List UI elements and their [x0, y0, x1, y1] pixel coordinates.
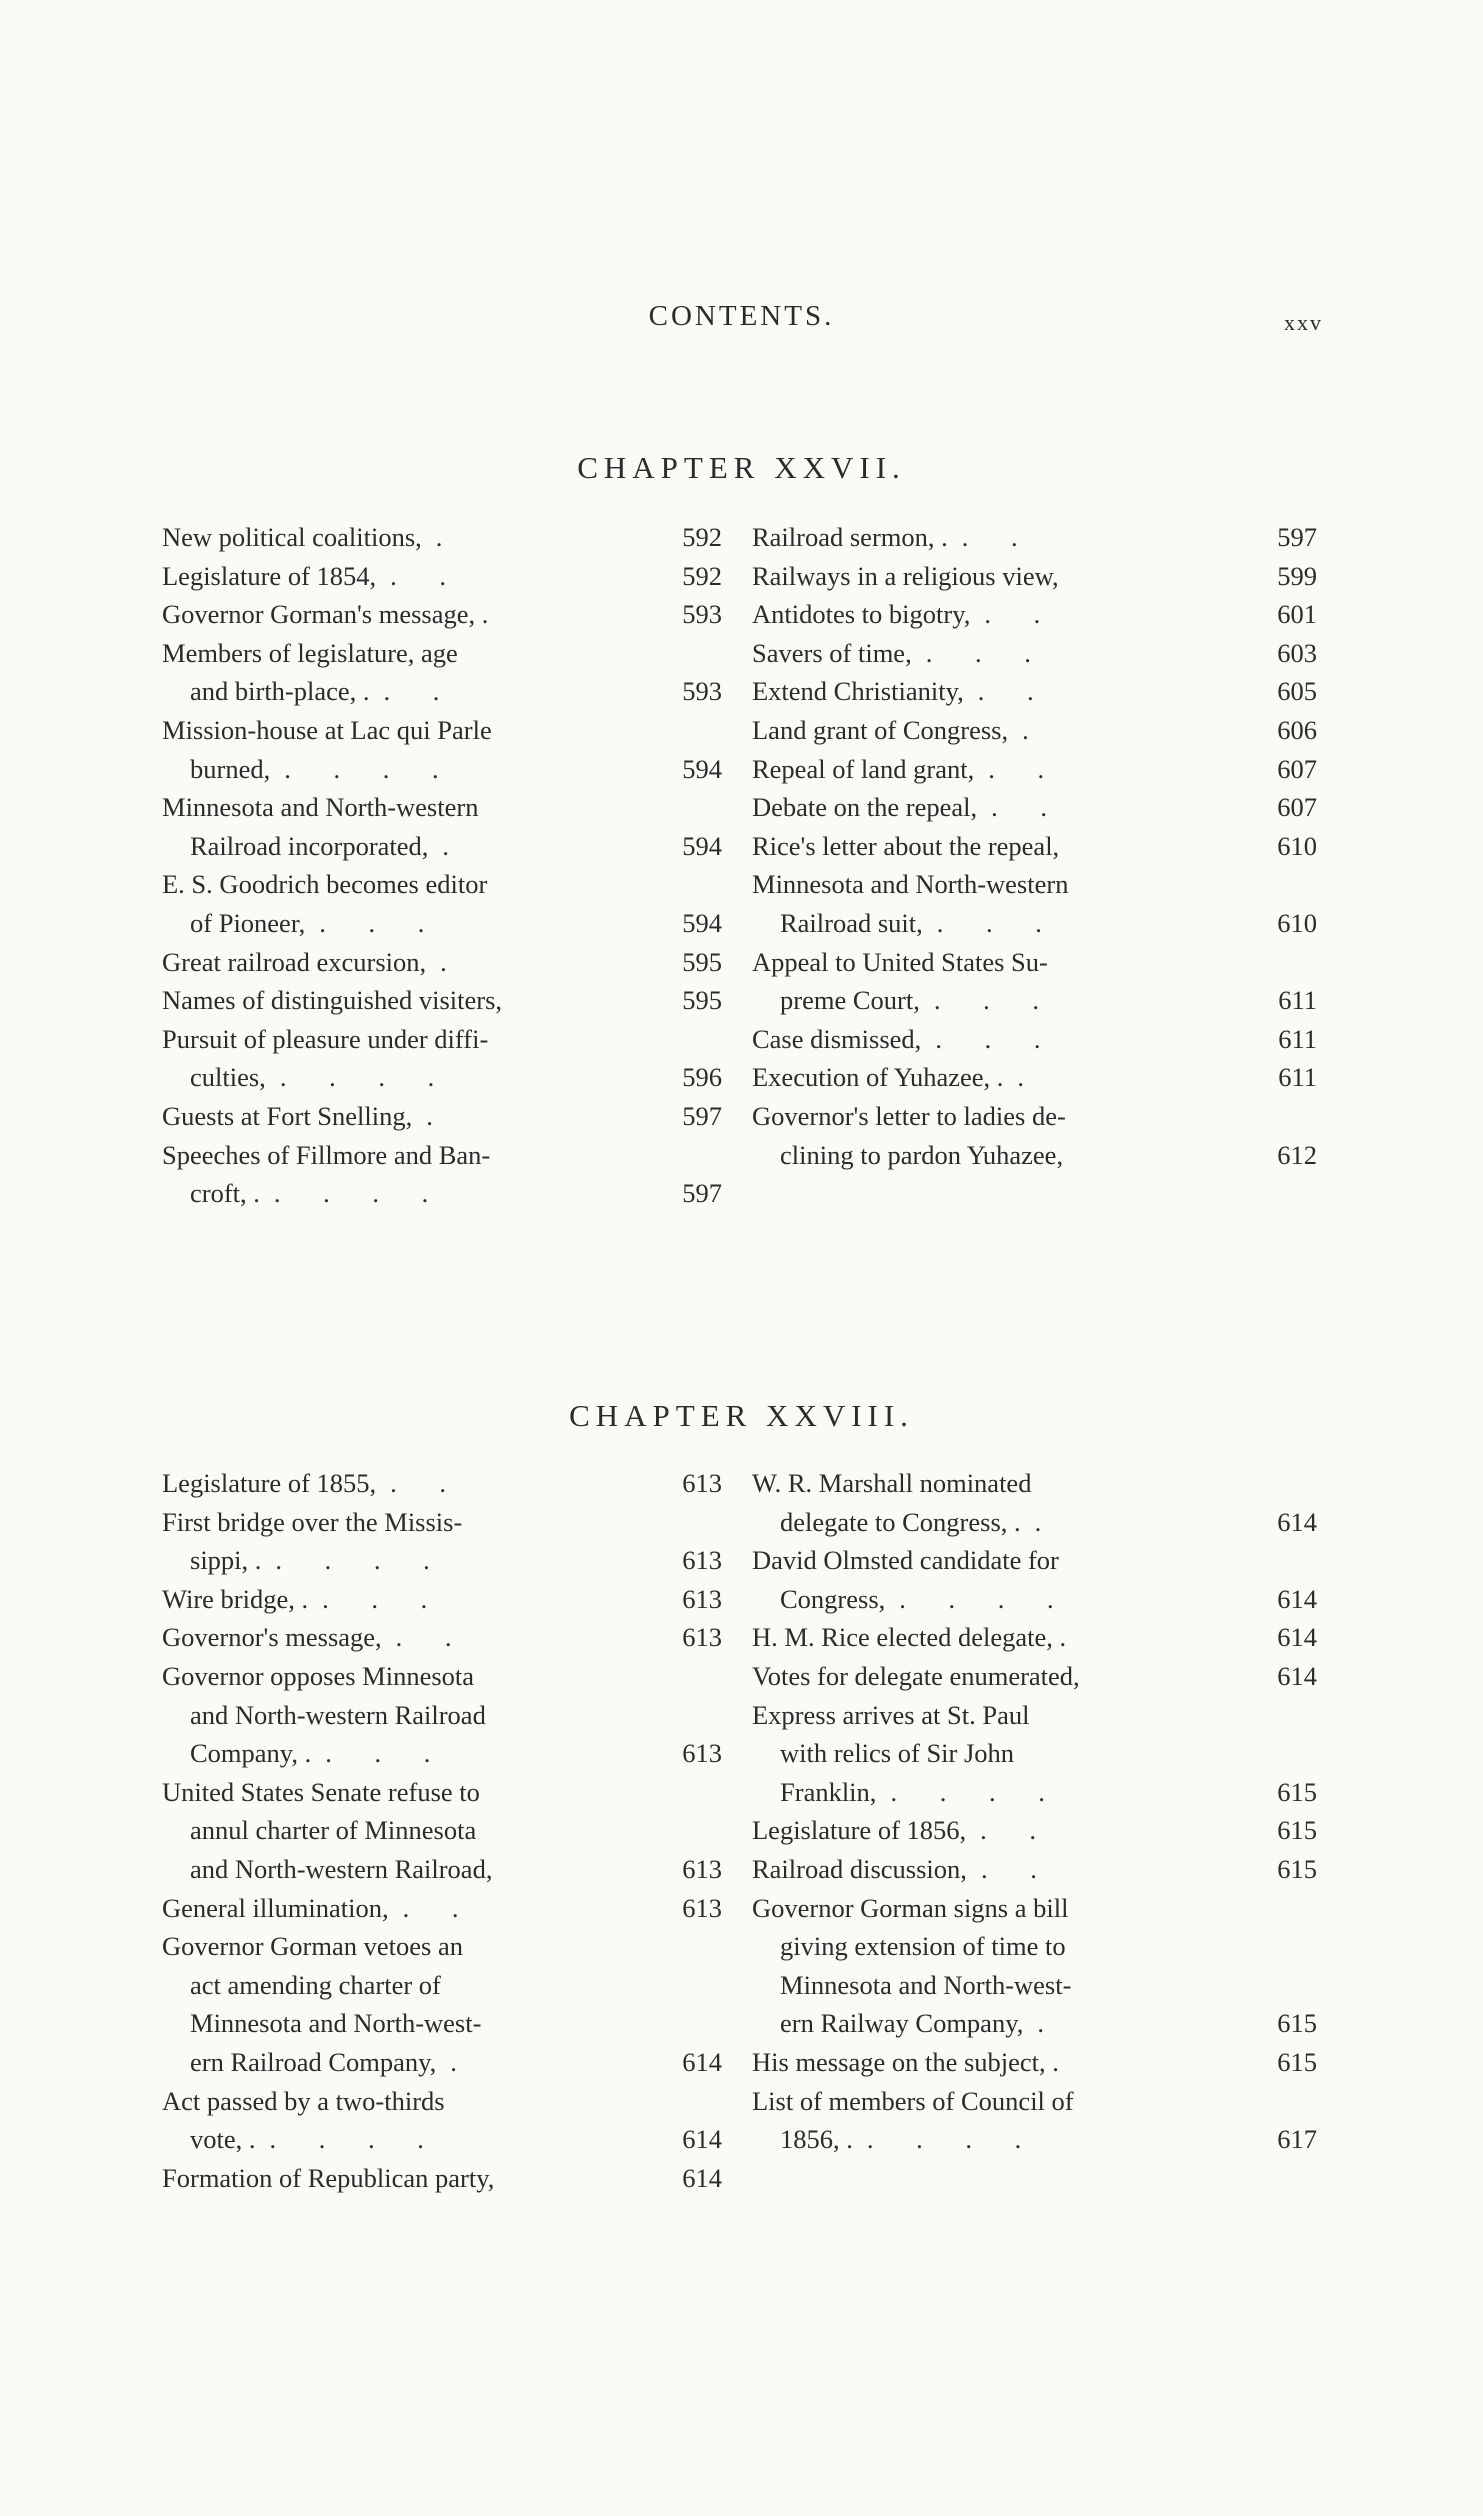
toc-entry-text: Company, . [190, 1738, 312, 1769]
toc-page-number: 595 [682, 946, 722, 977]
toc-entry [752, 1541, 1317, 1618]
toc-entry-text: Express arrives at St. Paul [752, 1699, 1030, 1730]
toc-leader-dots: . . [390, 560, 465, 591]
toc-leader-dots: . . [961, 522, 1036, 552]
toc-entry-text: with relics of Sir John [780, 1738, 1015, 1769]
toc-leader-dots: . [435, 522, 461, 552]
toc-entry-text: General illumination, [162, 1892, 389, 1923]
toc-page-number: 611 [1278, 1062, 1317, 1093]
toc-entry-text: Great railroad excursion, [162, 946, 427, 977]
toc-entry [752, 1097, 1317, 1174]
toc-page-number: 607 [1277, 753, 1317, 784]
toc-leader-dots: . . . . [866, 2124, 1040, 2155]
toc-entry-text: Members of legislature, age [162, 637, 458, 668]
toc-entry-text: Railroad discussion, [752, 1853, 967, 1884]
toc-entry-text: Railroad incorporated, [190, 830, 429, 861]
toc-entry-text: of Pioneer, [190, 907, 306, 938]
toc-entry-text: First bridge over the Missis- [162, 1506, 463, 1537]
toc-page-number: 613 [682, 1892, 722, 1923]
toc-entry-line [162, 1618, 722, 1657]
toc-entry [752, 1618, 1317, 1657]
toc-entry-text: H. M. Rice elected delegate, . [752, 1622, 1067, 1653]
toc-entry-text: Minnesota and North-west- [190, 2008, 482, 2039]
toc-entry-text: sippi, . [190, 1545, 262, 1576]
toc-leader-dots: . [1037, 2008, 1062, 2039]
toc-leader-dots: . . . . [284, 753, 457, 784]
toc-leader-dots: . . . . [890, 1776, 1063, 1807]
toc-entry [162, 788, 722, 865]
chapter-xxvii-left-column [162, 518, 722, 1213]
chapter-xxviii-left-column [162, 1464, 722, 2197]
toc-entry-line [752, 1811, 1317, 1850]
toc-entry-text: and birth-place, . [190, 676, 370, 707]
toc-entry-continuation [162, 672, 722, 711]
toc-entry [752, 750, 1317, 789]
toc-entry [162, 865, 722, 942]
toc-entry-continuation [162, 904, 722, 943]
toc-entry-text: Savers of time, [752, 637, 912, 668]
toc-entry-text: annul charter of Minnesota [190, 1815, 477, 1846]
toc-page-number: 605 [1277, 676, 1317, 707]
toc-entry-continuation [162, 1696, 722, 1735]
toc-entry-text: David Olmsted candidate for [752, 1545, 1059, 1576]
toc-page-number: 607 [1277, 792, 1317, 823]
toc-page-number: 594 [682, 830, 722, 861]
toc-page-number: 614 [1277, 1583, 1317, 1614]
toc-entry-continuation [752, 2120, 1317, 2159]
toc-page-number: 614 [682, 2162, 722, 2193]
toc-entry [162, 943, 722, 982]
toc-entry-line [162, 1889, 722, 1928]
toc-entry [752, 518, 1317, 557]
toc-entry-line [752, 2082, 1317, 2121]
toc-leader-dots: . . . . [279, 1062, 453, 1093]
toc-leader-dots: . . [390, 1468, 465, 1498]
toc-entry-continuation [162, 827, 722, 866]
toc-page-number: 606 [1277, 714, 1317, 745]
toc-page-number: 613 [682, 1545, 722, 1576]
toc-entry-line [752, 788, 1317, 827]
toc-entry-text: Guests at Fort Snelling, [162, 1100, 413, 1131]
toc-page-number: 615 [1277, 1776, 1317, 1807]
toc-leader-dots: . . . [325, 1738, 449, 1769]
toc-entry-continuation [752, 1503, 1317, 1542]
toc-page-number: 611 [1278, 1023, 1317, 1054]
toc-entry [162, 1580, 722, 1619]
toc-entry-text: act amending charter of [190, 1969, 441, 2000]
toc-entry-text: Railroad suit, [780, 907, 923, 938]
toc-entry-text: Debate on the repeal, [752, 792, 978, 823]
toc-leader-dots: . [440, 946, 465, 977]
toc-leader-dots: . . . . [269, 2124, 442, 2155]
toc-leader-dots: . . [395, 1622, 470, 1653]
toc-entry [752, 672, 1317, 711]
toc-entry-text: Case dismissed, [752, 1023, 922, 1054]
toc-entry [752, 943, 1317, 1020]
toc-entry [752, 1464, 1317, 1541]
toc-entry-continuation [162, 2004, 722, 2043]
toc-page-number: 593 [682, 676, 722, 707]
toc-entry-line [752, 1696, 1317, 1735]
toc-entry-text: Franklin, [780, 1776, 877, 1807]
running-head [0, 300, 1483, 340]
toc-page-number: 614 [682, 2046, 722, 2077]
toc-entry [752, 1850, 1317, 1889]
toc-entry-line [752, 595, 1317, 634]
chapter-heading-xxvii: CHAPTER XXVII. [577, 450, 906, 485]
toc-entry [162, 711, 722, 788]
toc-page-number: 599 [1277, 560, 1317, 591]
toc-entry-line [162, 1773, 722, 1812]
toc-entry-line [162, 2159, 722, 2198]
toc-page-number: 615 [1277, 2046, 1317, 2077]
toc-page-number: 617 [1277, 2124, 1317, 2155]
toc-page-number: 601 [1277, 599, 1317, 630]
toc-page-number: 614 [1277, 1506, 1317, 1537]
toc-page-number: 592 [682, 560, 722, 591]
toc-page-number: 614 [682, 2124, 722, 2155]
toc-entry-continuation [752, 1927, 1317, 1966]
toc-entry-line [752, 827, 1317, 866]
toc-entry-line [162, 865, 722, 904]
toc-page-number: 613 [682, 1738, 722, 1769]
toc-leader-dots: . . [984, 599, 1059, 630]
toc-entry-line [752, 518, 1317, 557]
toc-entry-text: List of members of Council of [752, 2085, 1074, 2116]
toc-entry-text: Mission-house at Lac qui Parle [162, 714, 492, 745]
toc-entry-line [162, 1136, 722, 1175]
toc-entry [162, 518, 722, 557]
toc-leader-dots: . . . . [899, 1583, 1072, 1614]
toc-leader-dots: . . [402, 1892, 477, 1923]
toc-entry-line [162, 943, 722, 982]
toc-entry-line [752, 1850, 1317, 1889]
toc-entry-text: United States Senate refuse to [162, 1776, 480, 1807]
toc-leader-dots: . . [991, 792, 1066, 823]
toc-entry-continuation [162, 1058, 722, 1097]
toc-page-number: 615 [1277, 1853, 1317, 1884]
toc-entry-text: Legislature of 1856, [752, 1815, 967, 1846]
toc-entry-text: burned, [190, 753, 271, 784]
toc-entry [162, 1618, 722, 1657]
toc-entry-continuation [162, 1850, 722, 1889]
toc-entry-text: giving extension of time to [780, 1931, 1066, 1962]
toc-entry-text: Antidotes to bigotry, [752, 599, 971, 630]
toc-entry-line [162, 1097, 722, 1136]
toc-leader-dots: . . . . [273, 1178, 447, 1209]
toc-leader-dots: . . . . [275, 1545, 448, 1576]
toc-entry-text: Votes for delegate enumerated, [752, 1660, 1080, 1691]
toc-entry-continuation [752, 1773, 1317, 1812]
toc-entry-line [752, 1618, 1317, 1657]
toc-page-number: 596 [682, 1062, 722, 1093]
toc-entry-text: Repeal of land grant, [752, 753, 975, 784]
chapter-heading-xxviii: CHAPTER XXVIII. [569, 1398, 914, 1433]
toc-leader-dots: . [1034, 1506, 1060, 1537]
toc-entry-text: Governor Gorman vetoes an [162, 1931, 463, 1962]
toc-entry-continuation [162, 1174, 722, 1213]
toc-entry [752, 634, 1317, 673]
toc-entry-line [162, 2082, 722, 2121]
toc-entry-text: Wire bridge, . [162, 1583, 309, 1614]
toc-entry-text: culties, [190, 1062, 266, 1093]
toc-page-number: 613 [682, 1468, 722, 1498]
toc-entry-text: Railroad sermon, . [752, 522, 948, 552]
toc-entry-text: ern Railway Company, [780, 2008, 1024, 2039]
toc-entry [752, 1058, 1317, 1097]
toc-entry-line [752, 943, 1317, 982]
toc-entry [752, 827, 1317, 866]
toc-leader-dots: . . [383, 676, 458, 707]
toc-entry-line [162, 1503, 722, 1542]
toc-entry-line [162, 981, 722, 1020]
toc-entry-line [752, 750, 1317, 789]
toc-entry-line [162, 557, 722, 596]
toc-page-number: 597 [1277, 522, 1317, 552]
toc-entry-text: clining to pardon Yuhazee, [780, 1139, 1064, 1170]
toc-entry-text: Governor Gorman signs a bill [752, 1892, 1069, 1923]
toc-entry-continuation [162, 2043, 722, 2082]
toc-leader-dots: . . [977, 676, 1052, 707]
toc-leader-dots: . [450, 2046, 475, 2077]
toc-entry-line [752, 1541, 1317, 1580]
toc-entry-line [752, 1097, 1317, 1136]
toc-page-number: 613 [682, 1583, 722, 1614]
toc-entry [162, 1657, 722, 1773]
toc-entry-continuation [162, 1811, 722, 1850]
toc-entry-line [162, 788, 722, 827]
toc-leader-dots: . . . [319, 907, 443, 938]
toc-entry-line [162, 1927, 722, 1966]
toc-page-number: 593 [682, 599, 722, 630]
toc-entry-line [162, 1657, 722, 1696]
toc-entry [162, 2082, 722, 2159]
toc-entry-text: Extend Christianity, [752, 676, 964, 707]
toc-entry-text: E. S. Goodrich becomes editor [162, 869, 488, 900]
toc-entry-line [752, 1889, 1317, 1928]
toc-entry-text: 1856, . [780, 2124, 853, 2155]
toc-entry-text: His message on the subject, . [752, 2046, 1059, 2077]
toc-entry [162, 557, 722, 596]
toc-entry-text: New political coalitions, [162, 522, 422, 552]
toc-leader-dots: . . . [933, 985, 1057, 1016]
toc-entry [162, 1889, 722, 1928]
toc-page-number: 613 [682, 1853, 722, 1884]
toc-page-number: 611 [1278, 985, 1317, 1016]
toc-entry-continuation [752, 1966, 1317, 2005]
toc-entry-line [162, 1020, 722, 1059]
page-number: xxv [1284, 310, 1323, 335]
toc-entry [752, 1811, 1317, 1850]
toc-entry [752, 711, 1317, 750]
toc-entry [162, 2159, 722, 2198]
toc-entry-text: Governor Gorman's message, . [162, 599, 489, 630]
toc-leader-dots: . . . [936, 907, 1060, 938]
toc-entry-line [752, 711, 1317, 750]
toc-entry-text: Legislature of 1855, [162, 1468, 377, 1498]
toc-entry-continuation [162, 1541, 722, 1580]
toc-entry-text: delegate to Congress, . [780, 1506, 1021, 1537]
toc-entry-text: Act passed by a two-thirds [162, 2085, 445, 2116]
toc-entry [752, 788, 1317, 827]
toc-entry-continuation [752, 1580, 1317, 1619]
toc-entry [752, 2043, 1317, 2082]
toc-entry [752, 595, 1317, 634]
toc-entry-text: Governor's message, [162, 1622, 382, 1653]
toc-entry-text: Pursuit of pleasure under diffi- [162, 1023, 489, 1054]
toc-leader-dots: . . . [935, 1023, 1059, 1054]
toc-leader-dots: . . [988, 753, 1063, 784]
toc-leader-dots: . . . [925, 637, 1049, 668]
toc-entry-line [752, 672, 1317, 711]
toc-entry [162, 1503, 722, 1580]
toc-entry [162, 1097, 722, 1136]
toc-entry-line [752, 2043, 1317, 2082]
toc-entry-text: Land grant of Congress, [752, 714, 1009, 745]
toc-page-number: 595 [682, 985, 722, 1016]
toc-entry-continuation [162, 1966, 722, 2005]
running-title: CONTENTS. [648, 300, 835, 332]
toc-entry-text: vote, . [190, 2124, 256, 2155]
toc-page-number: 610 [1277, 830, 1317, 861]
toc-entry-text: preme Court, [780, 985, 920, 1016]
toc-page-number: 612 [1277, 1139, 1317, 1170]
toc-entry [162, 981, 722, 1020]
toc-entry [162, 1136, 722, 1213]
toc-entry-text: Minnesota and North-western [162, 792, 479, 823]
toc-page-number: 597 [682, 1100, 722, 1131]
toc-entry [752, 2082, 1317, 2159]
toc-entry-text: Minnesota and North-western [752, 869, 1069, 900]
toc-entry-line [752, 557, 1317, 596]
toc-page-number: 613 [682, 1622, 722, 1653]
toc-page-number: 614 [1277, 1660, 1317, 1691]
toc-entry-continuation [162, 750, 722, 789]
toc-entry-line [752, 634, 1317, 673]
toc-leader-dots: . [442, 830, 468, 861]
toc-entry-line [162, 1580, 722, 1619]
toc-entry-continuation [752, 2004, 1317, 2043]
toc-entry [752, 1657, 1317, 1696]
toc-page-number: 615 [1277, 1815, 1317, 1846]
toc-leader-dots: . [426, 1100, 451, 1131]
toc-entry [752, 865, 1317, 942]
toc-page-number: 597 [682, 1178, 722, 1209]
toc-entry-line [752, 865, 1317, 904]
toc-entry-line [162, 634, 722, 673]
toc-entry-text: Rice's letter about the repeal, [752, 830, 1060, 861]
chapter-xxviii-right-column [752, 1464, 1317, 2159]
toc-entry-line [162, 518, 722, 557]
toc-entry [752, 557, 1317, 596]
toc-entry [162, 1927, 722, 2081]
toc-entry-continuation [162, 2120, 722, 2159]
toc-entry-text: Congress, [780, 1583, 886, 1614]
toc-entry-text: Legislature of 1854, [162, 560, 377, 591]
toc-entry-line [162, 595, 722, 634]
toc-entry-line [752, 1058, 1317, 1097]
toc-entry-text: and North-western Railroad, [190, 1853, 493, 1884]
toc-entry [162, 1020, 722, 1097]
toc-entry [162, 1773, 722, 1889]
toc-entry-text: ern Railroad Company, [190, 2046, 437, 2077]
toc-entry-text: Minnesota and North-west- [780, 1969, 1072, 2000]
toc-entry-text: Railways in a religious view, [752, 560, 1059, 591]
toc-entry-line [162, 711, 722, 750]
toc-leader-dots: . . [980, 1815, 1055, 1846]
toc-leader-dots: . [1022, 714, 1047, 745]
toc-page-number: 594 [682, 753, 722, 784]
toc-entry-continuation [162, 1734, 722, 1773]
toc-entry-text: Names of distinguished visiters, [162, 985, 503, 1016]
toc-entry-line [752, 1020, 1317, 1059]
toc-page-number: 614 [1277, 1622, 1317, 1653]
toc-entry-line [162, 1464, 722, 1503]
toc-entry-text: Execution of Yuhazee, . [752, 1062, 1004, 1093]
toc-entry-line [752, 1464, 1317, 1503]
toc-entry-continuation [752, 904, 1317, 943]
toc-entry [752, 1020, 1317, 1059]
toc-entry-continuation [752, 981, 1317, 1020]
toc-entry [162, 634, 722, 711]
toc-entry-continuation [752, 1734, 1317, 1773]
toc-entry-text: croft, . [190, 1178, 260, 1209]
toc-leader-dots: . . . [322, 1583, 446, 1614]
toc-entry [162, 595, 722, 634]
toc-entry-text: Formation of Republican party, [162, 2162, 495, 2193]
chapter-xxvii-right-column [752, 518, 1317, 1174]
toc-entry-text: Governor's letter to ladies de- [752, 1100, 1066, 1131]
toc-entry-text: Appeal to United States Su- [752, 946, 1048, 977]
toc-page-number: 615 [1277, 2008, 1317, 2039]
toc-entry-text: Governor opposes Minnesota [162, 1660, 475, 1691]
toc-entry-text: and North-western Railroad [190, 1699, 486, 1730]
toc-entry-continuation [752, 1136, 1317, 1175]
toc-entry [752, 1889, 1317, 2043]
toc-page-number: 594 [682, 907, 722, 938]
toc-entry-line [752, 1657, 1317, 1696]
toc-entry [162, 1464, 722, 1503]
toc-entry-text: W. R. Marshall nominated [752, 1468, 1032, 1498]
toc-page-number: 610 [1277, 907, 1317, 938]
toc-leader-dots: . [1017, 1062, 1043, 1093]
toc-page-number: 592 [682, 522, 722, 552]
toc-entry [752, 1696, 1317, 1812]
toc-entry-text: Speeches of Fillmore and Ban- [162, 1139, 491, 1170]
toc-page-number: 603 [1277, 637, 1317, 668]
toc-leader-dots: . . [980, 1853, 1055, 1884]
